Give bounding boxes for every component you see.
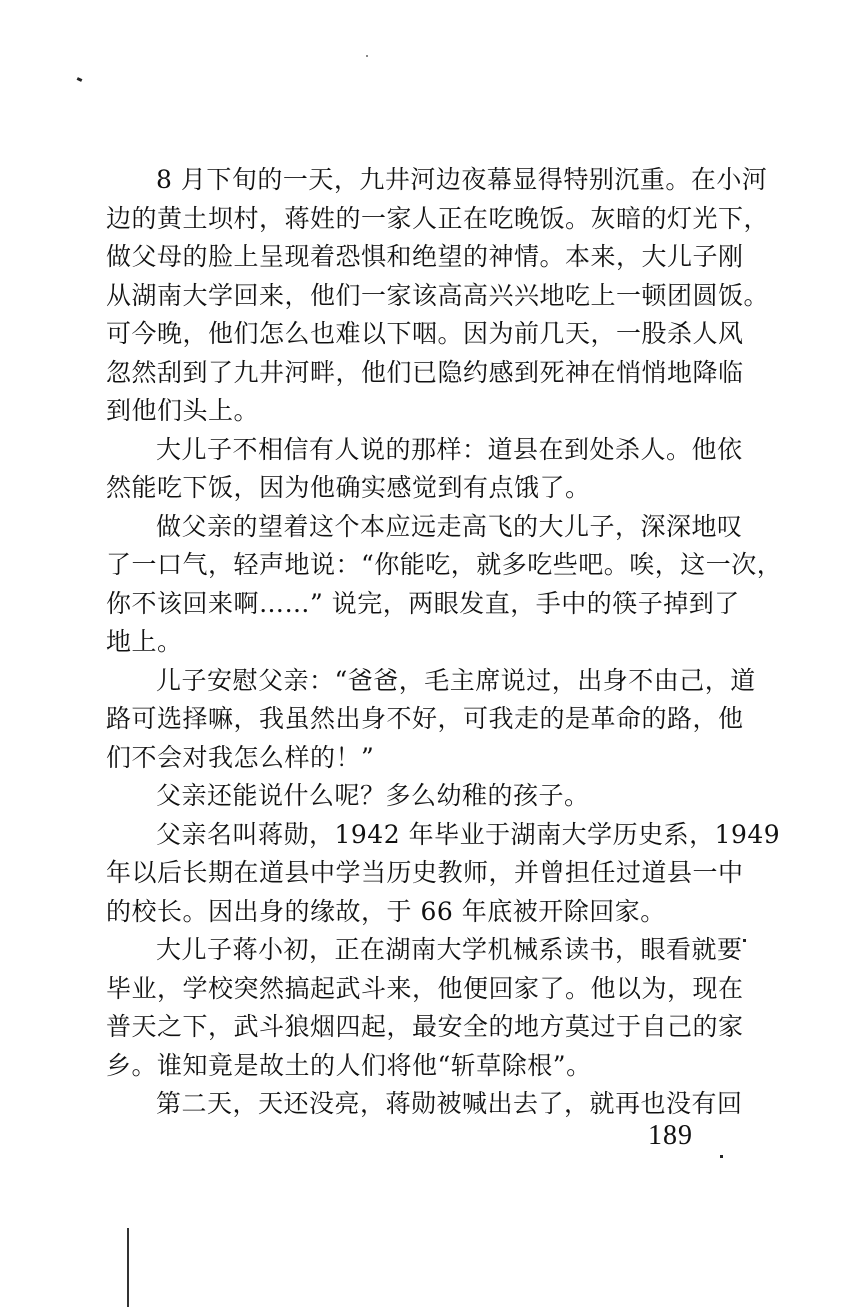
text-line: 地上。: [106, 627, 183, 656]
text-line: 毕业，学校突然搞起武斗来，他便回家了。他以为，现在: [106, 973, 744, 1003]
text-line: 从湖南大学回来，他们一家该高高兴兴地吃上一顿团圆饭。: [106, 280, 770, 310]
body-text: [106, 161, 783, 1124]
text-line: 忽然刮到了九井河畔，他们已隐约感到死神在悄悄地降临: [106, 357, 744, 387]
text-line: 年以后长期在道县中学当历史教师，并曾担任过道县一中: [106, 858, 744, 887]
text-line: 普天之下，武斗狼烟四起，最安全的地方莫过于自己的家: [106, 1012, 744, 1041]
scan-speck: [720, 1155, 723, 1158]
text-line: 了一口气，轻声地说：“你能吃，就多吃些吧。唉，这一次，: [106, 550, 783, 579]
text-line: 然能吃下饭，因为他确实感觉到有点饿了。: [106, 473, 591, 502]
text-line: 第二天，天还没亮，蒋勋被喊出去了，就再也没有回: [156, 1089, 743, 1118]
text-line: 大儿子蒋小初，正在湖南大学机械系读书，眼看就要: [156, 935, 743, 964]
text-line: 边的黄土坝村，蒋姓的一家人正在吃晚饭。灰暗的灯光下，: [106, 203, 770, 233]
text-line: 父亲还能说什么呢？多么幼稚的孩子。: [156, 781, 590, 810]
scan-speck: [77, 77, 83, 82]
text-line: 乡。谁知竟是故土的人们将他“斩草除根”。: [106, 1050, 592, 1080]
text-line: 路可选择嘛，我虽然出身不好，可我走的是革命的路，他: [106, 704, 744, 733]
text-line: 可今晚，他们怎么也难以下咽。因为前几天，一股杀人风: [106, 319, 744, 348]
text-line: 你不该回来啊……” 说完，两眼发直，手中的筷子掉到了: [106, 588, 740, 618]
margin-rule: [127, 1228, 129, 1307]
text-line: 儿子安慰父亲：“爸爸，毛主席说过，出身不由己，道: [156, 665, 756, 695]
text-line: 大儿子不相信有人说的那样：道县在到处杀人。他依: [156, 434, 743, 464]
scan-speck: [743, 939, 746, 942]
text-line: 做父亲的望着这个本应远走高飞的大儿子，深深地叹: [156, 511, 743, 541]
text-line: 到他们头上。: [106, 396, 260, 425]
text-line: 做父母的脸上呈现着恐惧和绝望的神情。本来，大儿子刚: [106, 242, 744, 271]
page-number: 189: [648, 1120, 693, 1151]
scan-speck: [366, 55, 368, 57]
text-line: 们不会对我怎么样的！”: [106, 742, 375, 772]
text-line: 父亲名叫蒋勋，1942 年毕业于湖南大学历史系，1949: [156, 819, 781, 849]
text-line: 的校长。因出身的缘故，于 66 年底被开除回家。: [106, 896, 666, 926]
text-line: 8 月下旬的一天，九井河边夜幕显得特别沉重。在小河: [156, 165, 768, 194]
